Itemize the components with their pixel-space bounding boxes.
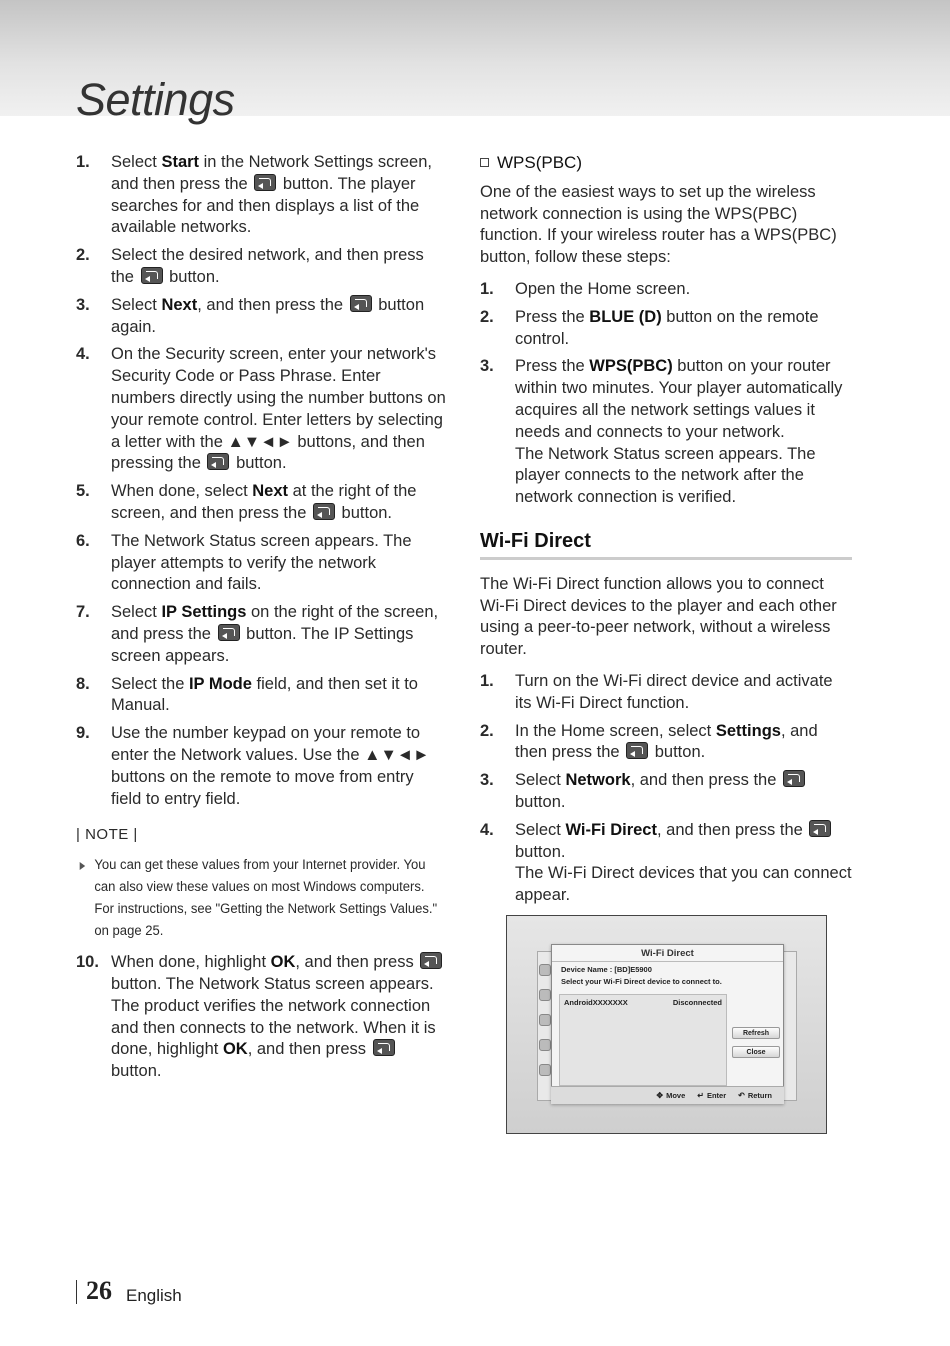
emphasized-term: IP Mode	[188, 674, 252, 693]
step-item: 5. When done, select Next at the right of the screen, and then press the button.	[76, 482, 417, 522]
step-number: 1.	[480, 279, 494, 298]
step-number: 6.	[76, 531, 90, 550]
emphasized-term: Next	[252, 482, 289, 501]
enter-button-icon	[373, 1039, 395, 1056]
network-steps-list	[76, 152, 448, 810]
step-number: 3.	[76, 295, 90, 314]
enter-button-icon	[809, 820, 831, 837]
step-number: 1.	[480, 671, 494, 690]
emphasized-term: Next	[161, 295, 198, 314]
picture-icon	[539, 964, 551, 976]
emphasized-term: IP Settings	[161, 603, 247, 622]
move-label: Move	[666, 1091, 686, 1100]
return-label: Return	[747, 1091, 772, 1100]
step-item: 8. Select the IP Mode field, and then set it to Manual.	[76, 674, 418, 715]
enter-hint	[697, 1091, 726, 1100]
return-hint	[738, 1091, 772, 1100]
enter-button-icon	[207, 453, 229, 470]
close-button[interactable]: Close	[732, 1046, 780, 1058]
device-list	[559, 994, 727, 1086]
wifi-direct-steps-list	[480, 671, 852, 907]
emphasized-term: Network	[565, 771, 631, 790]
note-text: You can get these values from your Internet provider. You can also view these values on most Windows computers. For instructions, see "Getting the Network Settings Values." on page 25.	[94, 857, 438, 940]
step-number: 8.	[76, 674, 90, 693]
network-icon	[539, 1014, 551, 1026]
page-number: 26	[86, 1276, 112, 1305]
system-icon	[539, 1039, 551, 1051]
step-number: 7.	[76, 603, 90, 622]
step-item: 10. When done, highlight OK, and then press button. The Network Status screen appears. The product verifies the network connection and then connects to the network. When it is done, highlight OK, and then press button.	[76, 952, 448, 1083]
move-hint	[656, 1091, 685, 1100]
emphasized-term: OK	[222, 1040, 248, 1059]
wps-intro: One of the easiest ways to set up the wireless network connection is using the WPS(PBC) function. If your wireless router has a WPS(PBC) button, follow these steps:	[480, 182, 837, 267]
enter-button-icon	[350, 295, 372, 312]
wifi-direct-dialog	[551, 944, 784, 1104]
step-item: 2. In the Home screen, select Settings, and then press the button.	[480, 721, 818, 762]
note-bullet-icon	[80, 862, 86, 870]
page-title: Settings	[76, 74, 235, 125]
step-item: 2. Select the desired network, and then press the button.	[76, 246, 424, 286]
step-item: 6. The Network Status screen appears. The player attempts to verify the network connection and fails.	[76, 531, 412, 594]
device-row-status: Disconnected	[672, 998, 722, 1007]
note-item	[76, 854, 444, 942]
wifi-direct-intro: The Wi-Fi Direct function allows you to connect Wi-Fi Direct devices to the player and each other using a peer-to-peer network, without a wireless router.	[480, 574, 837, 659]
move-arrows-icon: ✥	[656, 1091, 664, 1100]
wps-heading-text: WPS(PBC)	[497, 153, 582, 172]
wps-steps-list	[480, 279, 852, 509]
wifi-direct-title: Wi-Fi Direct	[480, 531, 852, 560]
step-item: 4. Select Wi-Fi Direct, and then press the button. The Wi-Fi Direct devices that you can connect appear.	[480, 820, 852, 905]
step-number: 4.	[76, 345, 90, 364]
step-number: 4.	[480, 820, 494, 839]
emphasized-term: Start	[161, 153, 200, 171]
step-item: 1. Turn on the Wi-Fi direct device and activate its Wi-Fi Direct function.	[480, 671, 833, 712]
step-number: 10.	[76, 953, 99, 972]
device-row-name: AndroidXXXXXXX	[564, 998, 628, 1007]
note-title: | NOTE |	[76, 826, 138, 844]
right-column	[480, 152, 852, 913]
return-icon: ↶	[738, 1091, 745, 1100]
page-language: English	[126, 1286, 182, 1305]
device-row[interactable]	[560, 995, 726, 1010]
step-number: 2.	[480, 307, 494, 326]
emphasized-term: Wi-Fi Direct	[565, 820, 657, 839]
enter-icon: ↵	[697, 1091, 704, 1100]
enter-button-icon	[420, 952, 442, 969]
wps-heading	[480, 152, 852, 174]
step-item: 1. Open the Home screen.	[480, 279, 852, 301]
instruction-label: Select your Wi-Fi Direct device to connect to.	[561, 977, 722, 986]
dialog-title: Wi-Fi Direct	[552, 945, 783, 962]
emphasized-term: Settings	[715, 721, 781, 740]
step-item: 3. Select Network, and then press the button.	[480, 770, 852, 814]
enter-button-icon	[626, 742, 648, 759]
step-item: 9. Use the number keypad on your remote to enter the Network values. Use the ▲▼◄► buttons on the remote to move from entry field to entry field.	[76, 724, 430, 808]
step-item: 1. Select Start in the Network Settings screen, and then press the button. The player searches for and then displays a list of the available networks.	[76, 153, 432, 237]
step-item: 2. Press the BLUE (D) button on the remote control.	[480, 307, 819, 348]
device-name-label: Device Name : [BD]E5900	[561, 965, 652, 974]
emphasized-term: WPS(PBC)	[589, 357, 673, 376]
enter-button-icon	[218, 624, 240, 641]
step-number: 3.	[480, 357, 494, 376]
step-number: 9.	[76, 724, 90, 743]
step-number: 2.	[480, 721, 494, 740]
support-icon	[539, 1064, 551, 1076]
step-number: 1.	[76, 153, 90, 171]
dialog-footer	[551, 1086, 784, 1104]
checkbox-bullet-icon	[480, 158, 489, 167]
sound-icon	[539, 989, 551, 1001]
enter-label: Enter	[706, 1091, 727, 1100]
step-item: 3. Press the WPS(PBC) button on your router within two minutes. Your player automatically acquires all the network settings values it needs and connects to your network. The Network Status screen appears. The player connects to the network after the network connection is verified.	[480, 357, 843, 507]
network-steps-list-continued	[76, 952, 448, 1083]
step-item: 4. On the Security screen, enter your network's Security Code or Pass Phrase. Enter numbers directly using the number buttons on your remote control. Enter letters by selecting a letter with the ▲▼◄► buttons, and then pressing the button.	[76, 345, 446, 473]
wifi-direct-screenshot	[506, 915, 827, 1134]
footer-divider	[76, 1280, 77, 1304]
emphasized-term: BLUE (D)	[589, 307, 662, 326]
step-number: 2.	[76, 246, 90, 265]
step-number: 3.	[480, 771, 494, 790]
enter-button-icon	[313, 503, 335, 520]
step-number: 5.	[76, 482, 90, 501]
step-item: 7. Select IP Settings on the right of the screen, and press the button. The IP Settings screen appears.	[76, 603, 439, 665]
refresh-button[interactable]: Refresh	[732, 1027, 780, 1039]
enter-button-icon	[141, 267, 163, 284]
step-item: 3. Select Next, and then press the button again.	[76, 295, 425, 336]
enter-button-icon	[783, 770, 805, 787]
emphasized-term: OK	[270, 953, 296, 972]
left-column	[76, 152, 448, 1089]
enter-button-icon	[254, 174, 276, 191]
